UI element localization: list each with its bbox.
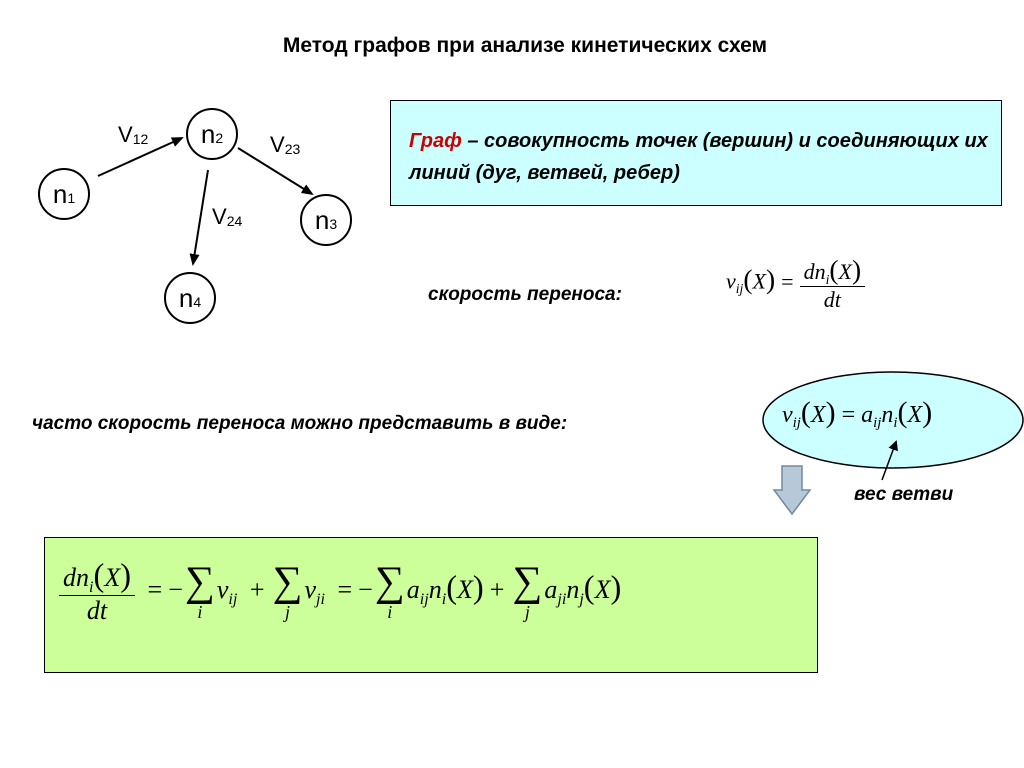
edge-label-v12: $V_{12}$ xyxy=(118,122,149,147)
main-formula-box xyxy=(44,537,818,673)
graph-node-n2: n2 xyxy=(186,108,238,160)
graph-node-n3: n3 xyxy=(300,194,352,246)
weight-pointer-arrow xyxy=(870,436,910,486)
rate-label: скорость переноса: xyxy=(428,284,622,305)
main-formula: $\frac{dn_i(X)}{dt}$ = − ∑ i $v_{ij}$ + ∑ j $v_{ji}$ = − ∑ i $a_{ij}n_i(X)$ + ∑ j $a_{ji}n_j(X)$ xyxy=(59,558,621,626)
graph-node-n1: n1 xyxy=(38,168,90,220)
edge-v24-arrow xyxy=(193,170,208,264)
definition-box xyxy=(390,100,1002,206)
weight-label: вес ветви xyxy=(854,484,954,505)
often-formula: $v_{ij}(X) = a_{ij}n_i(X)$ xyxy=(782,396,933,432)
definition-text xyxy=(409,125,1001,189)
edge-label-v24: $V_{24}$ xyxy=(212,204,243,229)
down-arrow-icon xyxy=(772,464,812,516)
often-label: часто скорость переноса можно представить в виде: xyxy=(32,413,568,434)
page-title: Метод графов при анализе кинетических схем xyxy=(282,34,768,57)
definition-body: – совокупность точек (вершин) и соединяющих их линий (дуг, ветвей, ребер) xyxy=(409,130,988,184)
graph-node-n4: n4 xyxy=(164,272,216,324)
edge-label-v23: $V_{23}$ xyxy=(270,132,301,157)
rate-formula: $v_{ij}(X)$ = $\frac{dn_i(X)}{dt}$ xyxy=(726,254,865,313)
definition-term: Граф xyxy=(409,130,462,152)
